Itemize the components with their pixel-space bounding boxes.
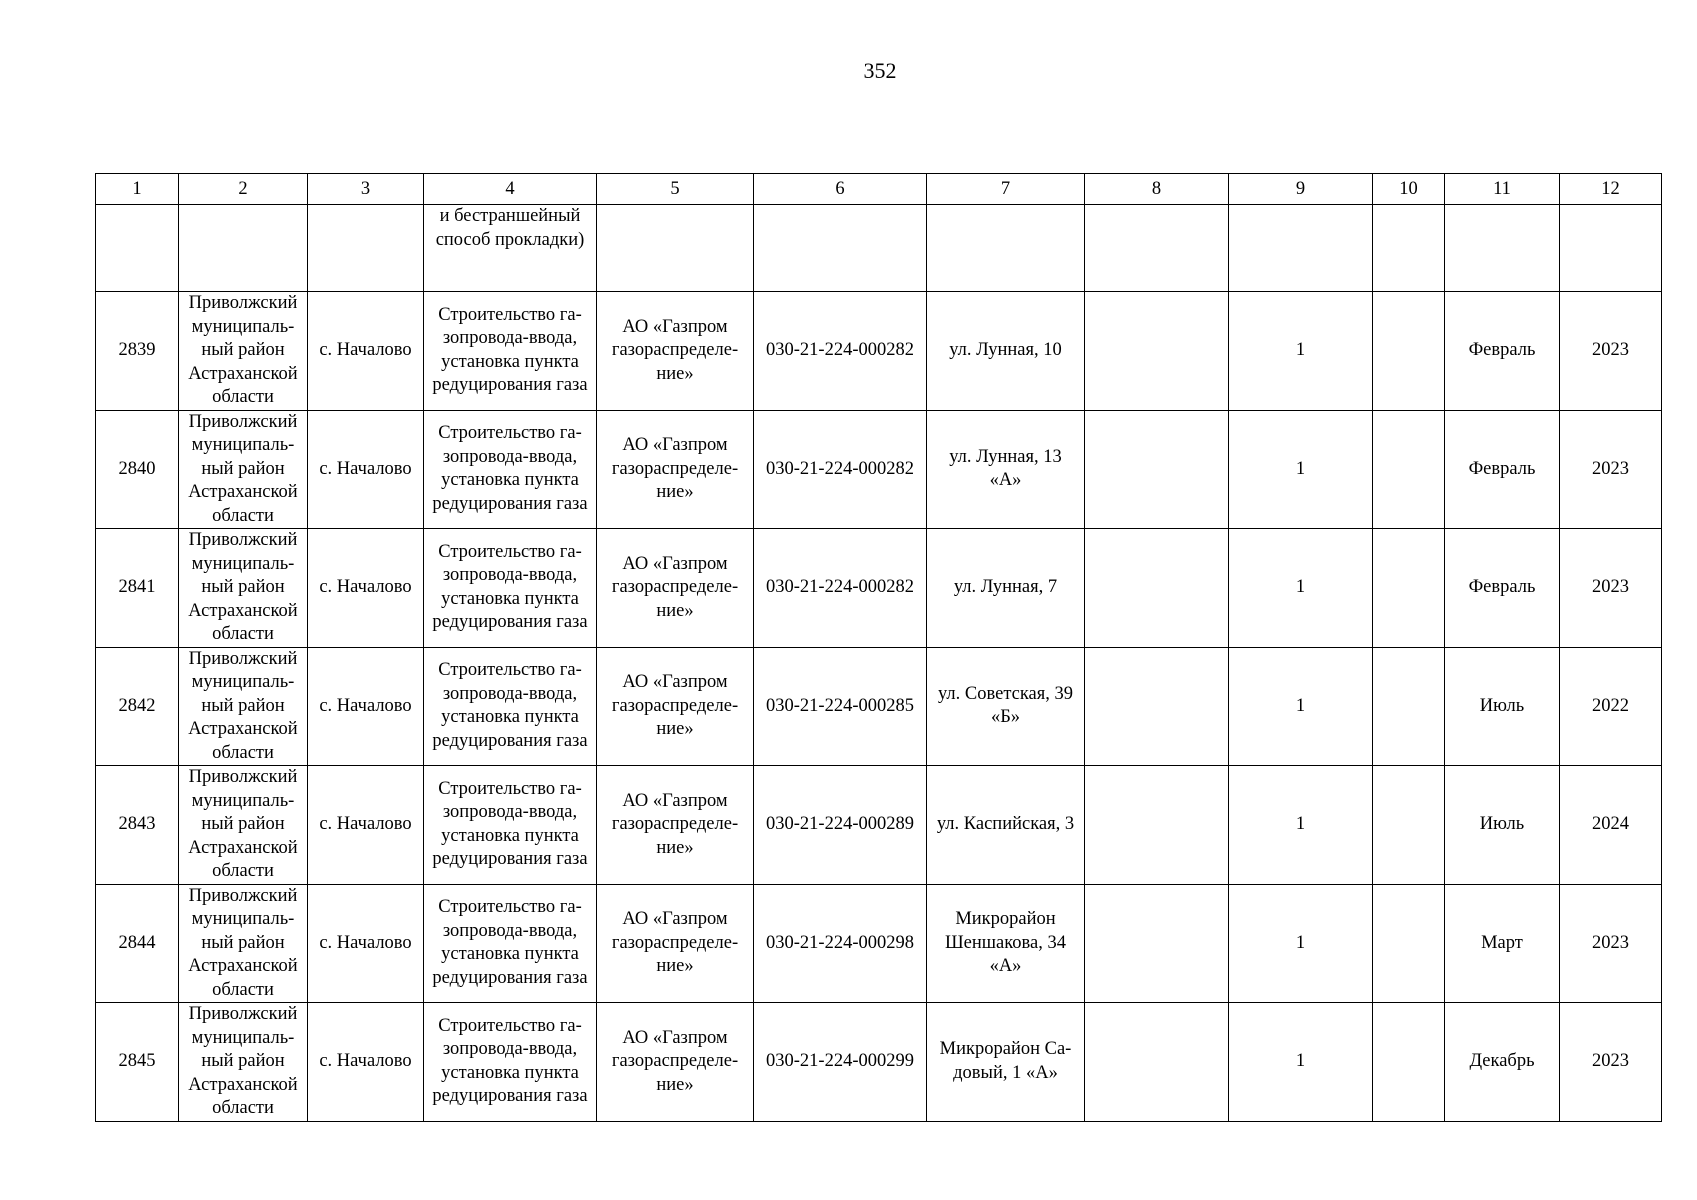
organization-cell-text: АО «Газпром газораспределе- ние» [611, 435, 739, 502]
work-description-cell [424, 292, 597, 411]
column-10-cell [1373, 292, 1445, 411]
settlement-cell [308, 410, 424, 529]
count-cell-text: 1 [1295, 932, 1306, 953]
address-cell [927, 884, 1085, 1003]
district-cell [179, 884, 308, 1003]
month-cell-text: Декабрь [1469, 1051, 1535, 1071]
month-cell [1445, 1003, 1560, 1122]
address-cell-text: ул. Советская, 39 «Б» [937, 683, 1074, 728]
count-cell [1229, 529, 1373, 648]
work-description-cell-text: Строительство га- зопровода-ввода, установка пункта редуцирования газа [432, 660, 588, 751]
object-code-cell-text: 030-21-224-000299 [766, 1051, 914, 1071]
row-number-cell [96, 292, 179, 411]
count-cell-text: 1 [1295, 458, 1306, 479]
object-code-cell-text: 030-21-224-000282 [766, 577, 914, 597]
column-header: 7 [927, 174, 1085, 205]
organization-cell-text: АО «Газпром газораспределе- ние» [611, 553, 739, 621]
year-cell-text: 2023 [1592, 932, 1629, 953]
month-cell-text: Июль [1479, 814, 1525, 834]
settlement-cell-text: с. Началово [319, 577, 412, 597]
column-10-cell [1373, 766, 1445, 885]
table-cell [308, 205, 424, 292]
month-cell-text: Февраль [1468, 458, 1536, 479]
organization-cell [597, 1003, 754, 1122]
object-code-cell-text: 030-21-224-000282 [766, 458, 914, 479]
district-cell-text: Приволжский муниципаль- ный район Астраханской области [188, 648, 298, 763]
address-cell [927, 766, 1085, 885]
organization-cell-text: АО «Газпром газораспределе- ние» [611, 672, 739, 739]
settlement-cell-text: с. Началово [319, 1051, 412, 1071]
table-cell [424, 205, 597, 292]
column-number-row [96, 174, 1662, 205]
address-cell [927, 410, 1085, 529]
year-cell-text: 2023 [1592, 458, 1629, 479]
row-number-cell [96, 766, 179, 885]
month-cell-text: Февраль [1468, 340, 1536, 360]
object-code-cell [754, 529, 927, 648]
object-code-cell-text: 030-21-224-000289 [766, 814, 914, 834]
column-8-cell [1085, 647, 1229, 766]
column-header: 2 [179, 174, 308, 205]
count-cell-text: 1 [1295, 340, 1306, 360]
table-cell [1229, 205, 1373, 292]
column-header: 11 [1445, 174, 1560, 205]
object-code-cell [754, 1003, 927, 1122]
year-cell-text: 2024 [1592, 814, 1629, 834]
object-code-cell [754, 766, 927, 885]
row-number-cell [96, 884, 179, 1003]
month-cell [1445, 410, 1560, 529]
column-header: 3 [308, 174, 424, 205]
address-cell [927, 292, 1085, 411]
count-cell-text: 1 [1295, 1051, 1306, 1071]
column-10-cell [1373, 884, 1445, 1003]
year-cell-text: 2023 [1592, 1051, 1629, 1071]
year-cell [1560, 1003, 1662, 1122]
year-cell [1560, 647, 1662, 766]
object-code-cell [754, 884, 927, 1003]
table-cell [1445, 205, 1560, 292]
district-cell [179, 292, 308, 411]
month-cell [1445, 292, 1560, 411]
column-10-cell [1373, 529, 1445, 648]
district-cell [179, 766, 308, 885]
work-description-cell-text: Строительство га- зопровода-ввода, установка пункта редуцирования газа [432, 423, 588, 514]
settlement-cell-text: с. Началово [319, 458, 412, 479]
count-cell-text: 1 [1295, 577, 1306, 597]
count-cell-text: 1 [1295, 695, 1306, 716]
settlement-cell-text: с. Началово [319, 695, 412, 716]
count-cell [1229, 884, 1373, 1003]
column-10-cell [1373, 410, 1445, 529]
year-cell-text: 2023 [1592, 577, 1629, 597]
column-header: 9 [1229, 174, 1373, 205]
address-cell-text: ул. Каспийская, 3 [936, 814, 1075, 834]
object-code-cell-text: 030-21-224-000285 [766, 695, 914, 716]
count-cell [1229, 1003, 1373, 1122]
month-cell [1445, 529, 1560, 648]
district-cell [179, 529, 308, 648]
address-cell [927, 529, 1085, 648]
row-number-cell-text: 2842 [118, 695, 156, 716]
district-cell [179, 1003, 308, 1122]
year-cell [1560, 292, 1662, 411]
column-header: 12 [1560, 174, 1662, 205]
table-cell [597, 205, 754, 292]
object-code-cell [754, 292, 927, 411]
work-description-cell-text: Строительство га- зопровода-ввода, установка пункта редуцирования газа [432, 778, 588, 870]
address-cell-text: ул. Лунная, 7 [953, 577, 1058, 597]
district-cell-text: Приволжский муниципаль- ный район Астраханской области [188, 293, 298, 407]
page-number: 352 [863, 58, 897, 83]
district-cell-text: Приволжский муниципаль- ный район Астраханской области [188, 767, 298, 881]
column-header: 8 [1085, 174, 1229, 205]
object-code-cell [754, 410, 927, 529]
settlement-cell [308, 647, 424, 766]
month-cell [1445, 884, 1560, 1003]
address-cell-text: ул. Лунная, 10 [949, 340, 1062, 360]
continuation-text: и бестраншейный способ прокладки) [435, 206, 585, 250]
column-header: 5 [597, 174, 754, 205]
table-row [96, 884, 1662, 1003]
column-10-cell [1373, 647, 1445, 766]
district-cell-text: Приволжский муниципаль- ный район Астраханской области [188, 411, 298, 526]
address-cell [927, 647, 1085, 766]
work-description-cell [424, 766, 597, 885]
district-cell [179, 647, 308, 766]
table-cell [1373, 205, 1445, 292]
column-header: 1 [96, 174, 179, 205]
organization-cell-text: АО «Газпром газораспределе- ние» [611, 790, 739, 858]
count-cell [1229, 292, 1373, 411]
table-row [96, 647, 1662, 766]
year-cell [1560, 410, 1662, 529]
column-8-cell [1085, 410, 1229, 529]
organization-cell [597, 884, 754, 1003]
continuation-row [96, 205, 1662, 292]
table-row [96, 292, 1662, 411]
work-description-cell [424, 1003, 597, 1122]
work-description-cell-text: Строительство га- зопровода-ввода, установка пункта редуцирования газа [432, 541, 588, 633]
row-number-cell [96, 529, 179, 648]
year-cell-text: 2023 [1592, 340, 1629, 360]
row-number-cell-text: 2845 [118, 1051, 156, 1071]
row-number-cell-text: 2844 [118, 932, 156, 953]
row-number-cell-text: 2843 [118, 814, 156, 834]
settlement-cell-text: с. Началово [319, 932, 412, 953]
month-cell [1445, 766, 1560, 885]
organization-cell-text: АО «Газпром газораспределе- ние» [611, 316, 739, 384]
district-cell-text: Приволжский муниципаль- ный район Астраханской области [188, 1004, 298, 1118]
object-code-cell-text: 030-21-224-000298 [766, 932, 914, 953]
organization-cell-text: АО «Газпром газораспределе- ние» [611, 1027, 739, 1095]
object-code-cell [754, 647, 927, 766]
column-8-cell [1085, 1003, 1229, 1122]
column-8-cell [1085, 766, 1229, 885]
table-row [96, 766, 1662, 885]
settlement-cell [308, 766, 424, 885]
month-cell-text: Март [1481, 932, 1523, 953]
column-10-cell [1373, 1003, 1445, 1122]
settlement-cell [308, 292, 424, 411]
count-cell [1229, 410, 1373, 529]
table-cell [96, 205, 179, 292]
work-description-cell [424, 647, 597, 766]
row-number-cell-text: 2840 [118, 458, 156, 479]
row-number-cell [96, 647, 179, 766]
count-cell [1229, 766, 1373, 885]
table-row [96, 1003, 1662, 1122]
month-cell [1445, 647, 1560, 766]
work-description-cell-text: Строительство га- зопровода-ввода, установка пункта редуцирования газа [432, 1015, 588, 1107]
row-number-cell-text: 2841 [118, 577, 156, 597]
address-cell-text: Микрорайон Са- довый, 1 «А» [939, 1039, 1072, 1083]
row-number-cell [96, 1003, 179, 1122]
settlement-cell [308, 529, 424, 648]
address-cell-text: ул. Лунная, 13 «А» [949, 446, 1062, 491]
work-description-cell [424, 884, 597, 1003]
work-description-cell [424, 529, 597, 648]
column-header: 10 [1373, 174, 1445, 205]
object-code-cell-text: 030-21-224-000282 [766, 340, 914, 360]
settlement-cell [308, 884, 424, 1003]
organization-cell [597, 647, 754, 766]
table-cell [754, 205, 927, 292]
table-cell [1560, 205, 1662, 292]
column-header: 6 [754, 174, 927, 205]
table-cell [927, 205, 1085, 292]
organization-cell [597, 529, 754, 648]
year-cell [1560, 766, 1662, 885]
year-cell [1560, 884, 1662, 1003]
column-8-cell [1085, 292, 1229, 411]
address-cell [927, 1003, 1085, 1122]
table-row [96, 529, 1662, 648]
district-cell-text: Приволжский муниципаль- ный район Астраханской области [188, 530, 298, 644]
column-8-cell [1085, 884, 1229, 1003]
year-cell-text: 2022 [1592, 695, 1629, 716]
column-header: 4 [424, 174, 597, 205]
settlement-cell-text: с. Началово [319, 340, 412, 360]
month-cell-text: Февраль [1468, 577, 1536, 597]
count-cell [1229, 647, 1373, 766]
organization-cell [597, 766, 754, 885]
gas-works-table [95, 173, 1662, 1122]
row-number-cell-text: 2839 [118, 340, 156, 360]
table-row [96, 410, 1662, 529]
column-8-cell [1085, 529, 1229, 648]
organization-cell [597, 292, 754, 411]
district-cell-text: Приволжский муниципаль- ный район Астраханской области [188, 885, 298, 1000]
organization-cell-text: АО «Газпром газораспределе- ние» [611, 909, 739, 976]
row-number-cell [96, 410, 179, 529]
settlement-cell [308, 1003, 424, 1122]
address-cell-text: Микрорайон Шеншакова, 34 «А» [945, 909, 1066, 976]
count-cell-text: 1 [1295, 814, 1306, 834]
month-cell-text: Июль [1479, 695, 1525, 716]
work-description-cell-text: Строительство га- зопровода-ввода, установка пункта редуцирования газа [432, 897, 588, 988]
organization-cell [597, 410, 754, 529]
work-description-cell-text: Строительство га- зопровода-ввода, установка пункта редуцирования газа [432, 304, 588, 396]
table-cell [1085, 205, 1229, 292]
district-cell [179, 410, 308, 529]
work-description-cell [424, 410, 597, 529]
table-cell [179, 205, 308, 292]
year-cell [1560, 529, 1662, 648]
settlement-cell-text: с. Началово [319, 814, 412, 834]
